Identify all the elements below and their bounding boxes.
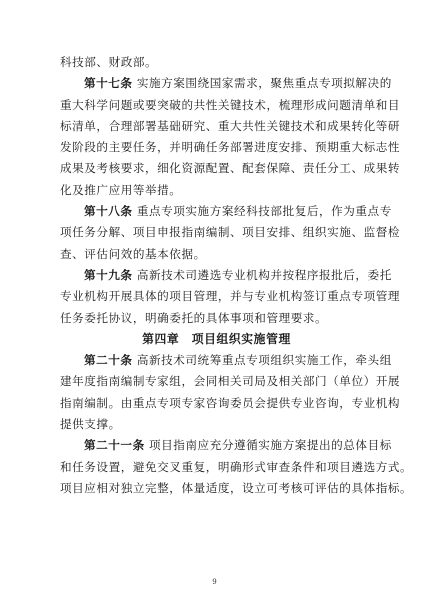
- text-span: 科技部、财政部。: [60, 55, 158, 69]
- text-line: [60, 414, 373, 435]
- text-line: [60, 308, 373, 329]
- text-line: [60, 457, 413, 478]
- article-17-label: 第十七条: [84, 76, 133, 91]
- article-18-label: 第十八条: [84, 204, 133, 219]
- text-span: 高新技术司遴选专业机构并按程序报批后，委托: [136, 267, 392, 282]
- text-line: [60, 286, 401, 307]
- text-line: [60, 222, 401, 243]
- text-span: 发阶段的主要任务，并明确任务部署进度安排、预期重大标志性: [60, 140, 401, 155]
- article-17-first-line: [60, 73, 392, 94]
- text-line: [60, 116, 401, 137]
- text-line: [60, 180, 373, 201]
- text-span: 实施方案围绕国家需求，聚焦重点专项拟解决的: [136, 76, 392, 91]
- article-19-label: 第十九条: [84, 267, 133, 282]
- article-18-first-line: [60, 201, 392, 222]
- text-span: 专业机构开展具体的项目管理，并与专业机构签订重点专项管理: [60, 289, 401, 304]
- text-span: 查、评估问效的基本依据。: [60, 246, 206, 261]
- text-span: 高新技术司统筹重点专项组织实施工作，牵头组: [136, 353, 392, 368]
- text-span: 化及推广应用等举措。: [60, 182, 182, 197]
- text-line: [60, 393, 401, 414]
- text-span: 指南编制。由重点专项专家咨询委员会提供专业咨询，专业机构: [60, 395, 401, 410]
- text-span: 重大科学问题或要突破的共性关键技术，梳理形成问题清单和目: [60, 97, 401, 112]
- text-span: 提供支撑。: [60, 417, 121, 432]
- text-line: [60, 52, 373, 73]
- text-span: 成果及考核要求，细化资源配置、配套保障、责任分工、成果转: [60, 161, 401, 176]
- article-20-first-line: [60, 350, 392, 371]
- text-line: [60, 158, 401, 179]
- text-line: [60, 244, 373, 265]
- text-line: [60, 371, 401, 392]
- chapter-4-heading: 第四章 项目组织实施管理: [142, 331, 291, 346]
- text-span: 项目指南应充分遵循实施方案提出的总体目标: [148, 438, 392, 453]
- text-line: [60, 137, 401, 158]
- text-span: 和任务设置，避免交叉重复，明确形式审查条件和项目遴选方式。: [60, 459, 413, 474]
- article-21-label: 第二十一条: [84, 438, 145, 453]
- text-line: [60, 95, 401, 116]
- article-20-label: 第二十条: [84, 353, 133, 368]
- text-span: 项目应相对独立完整，体量适度，设立可考核可评估的具体指标。: [60, 480, 413, 495]
- text-span: 建年度指南编制专家组，会同相关司局及相关部门（单位）开展: [60, 374, 401, 389]
- text-span: 任务委托协议，明确委托的具体事项和管理要求。: [60, 310, 328, 325]
- article-21-first-line: [60, 435, 392, 456]
- text-span: 标清单，合理部署基础研究、重大共性关键技术和成果转化等研: [60, 118, 401, 133]
- text-span: 项任务分解、项目申报指南编制、项目安排、组织实施、监督检: [60, 225, 401, 240]
- article-19-first-line: [60, 265, 392, 286]
- text-line: [60, 478, 413, 499]
- page-number: 9: [212, 578, 217, 586]
- text-span: 重点专项实施方案经科技部批复后，作为重点专: [136, 204, 392, 219]
